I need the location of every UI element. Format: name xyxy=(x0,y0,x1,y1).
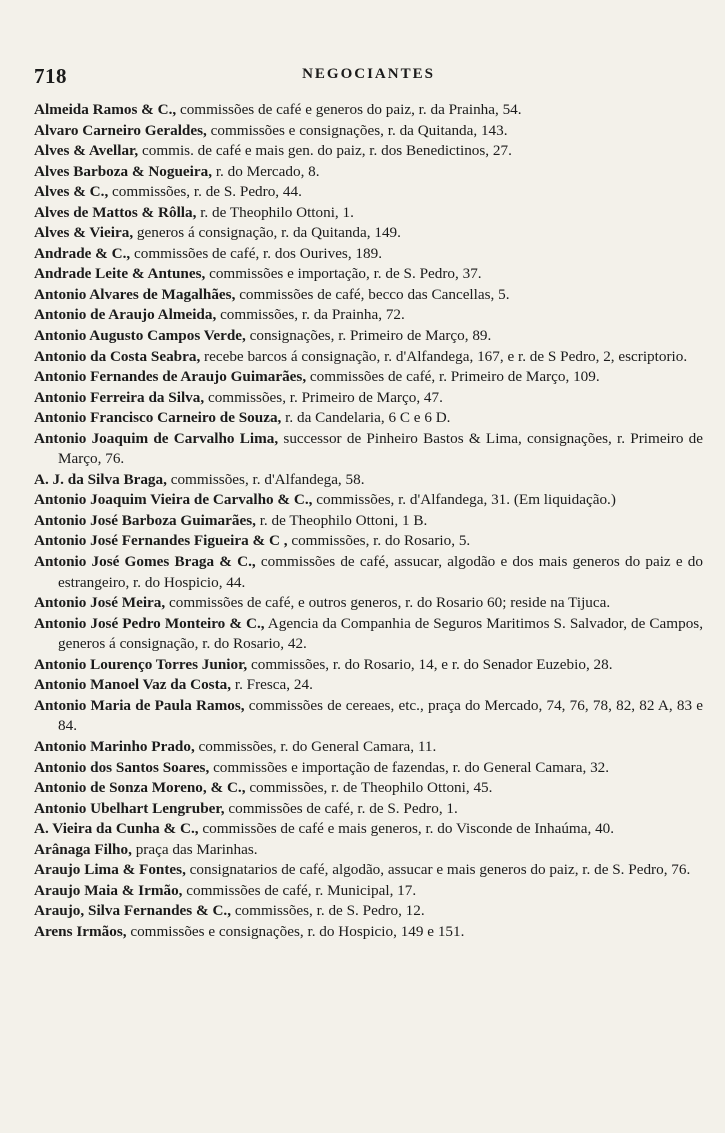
merchant-details: commissões de café, r. de S. Pedro, 1. xyxy=(224,799,458,817)
merchant-details: generos á consignação, r. da Quitanda, 149. xyxy=(133,224,401,242)
merchant-details: commissões de café e generos do paiz, r. da Prainha, 54. xyxy=(176,101,522,118)
merchant-name: Antonio de Sonza Moreno, & C., xyxy=(34,779,246,797)
list-item xyxy=(34,901,703,922)
merchant-name: Antonio Ferreira da Silva, xyxy=(34,388,205,406)
merchant-details: consignações, r. Primeiro de Março, 89. xyxy=(245,327,492,345)
merchant-name: Almeida Ramos & C., xyxy=(34,101,177,118)
merchant-name: Alves de Mattos & Rôlla, xyxy=(34,203,197,221)
merchant-name: Antonio de Araujo Almeida, xyxy=(34,306,217,324)
merchant-details: commis. de café e mais gen. do paiz, r. dos Benedictinos, 27. xyxy=(138,142,512,160)
merchant-name: Antonio Francisco Carneiro de Souza, xyxy=(34,409,282,427)
merchant-details: commissões de café, r. Municipal, 17. xyxy=(182,881,417,899)
list-item xyxy=(34,758,703,779)
list-item xyxy=(34,614,703,655)
merchant-name: Antonio José Pedro Monteiro & C., xyxy=(34,614,265,632)
merchant-details: commissões e consignações, r. do Hospicio, 149 e 151. xyxy=(126,922,465,940)
merchant-name: Antonio Joaquim de Carvalho Lima, xyxy=(34,429,279,447)
list-item xyxy=(34,162,703,183)
merchant-name: A. J. da Silva Braga, xyxy=(34,470,167,488)
merchant-name: Antonio Lourenço Torres Junior, xyxy=(34,655,248,673)
merchant-details: recebe barcos á consignação, r. d'Alfandega, 167, e r. de S Pedro, 2, escriptorio. xyxy=(200,347,688,365)
merchant-details: commissões, r. d'Alfandega, 31. (Em liquidação.) xyxy=(312,491,616,509)
list-item xyxy=(34,552,703,593)
list-item xyxy=(34,141,703,162)
list-item xyxy=(34,655,703,676)
merchant-name: Antonio Alvares de Magalhães, xyxy=(34,285,236,303)
page-header xyxy=(34,0,703,100)
list-item xyxy=(34,922,703,943)
merchant-details: commissões de café, r. Primeiro de Março, 109. xyxy=(306,368,600,386)
list-item xyxy=(34,737,703,758)
merchant-name: Araujo, Silva Fernandes & C., xyxy=(34,902,232,920)
merchant-name: Arens Irmãos, xyxy=(34,922,127,940)
merchant-name: Andrade Leite & Antunes, xyxy=(34,265,206,283)
merchant-name: Antonio Joaquim Vieira de Carvalho & C., xyxy=(34,491,313,509)
merchant-name: Andrade & C., xyxy=(34,244,131,262)
merchant-details: r. da Candelaria, 6 C e 6 D. xyxy=(281,409,451,427)
list-item xyxy=(34,470,703,491)
merchant-details: commissões de café, assucar, algodão e dos mais generos do paiz e do estrangeiro, r. do Hospicio, 44. xyxy=(58,553,703,591)
list-item xyxy=(34,511,703,532)
list-item xyxy=(34,347,703,368)
merchant-name: Arânaga Filho, xyxy=(34,840,132,858)
merchant-details: commissões de café, r. dos Ourives, 189. xyxy=(130,244,383,262)
merchant-details: commissões, r. de S. Pedro, 44. xyxy=(108,183,302,201)
merchant-details: commissões de café, becco das Cancellas, 5. xyxy=(235,285,510,303)
merchant-name: Antonio Maria de Paula Ramos, xyxy=(34,696,245,714)
list-item xyxy=(34,285,703,306)
merchant-details: commissões, r. d'Alfandega, 58. xyxy=(166,470,365,488)
merchant-details: commissões, r. da Prainha, 72. xyxy=(216,306,405,324)
merchant-name: Antonio Fernandes de Araujo Guimarães, xyxy=(34,368,307,386)
merchant-name: Alves & C., xyxy=(34,183,109,201)
list-item xyxy=(34,819,703,840)
merchant-name: Antonio José Fernandes Figueira & C , xyxy=(34,532,288,550)
list-item xyxy=(34,408,703,429)
merchant-name: Antonio da Costa Seabra, xyxy=(34,347,201,365)
list-item xyxy=(34,429,703,470)
merchant-name: Alves & Avellar, xyxy=(34,142,139,160)
list-item xyxy=(34,305,703,326)
merchant-details: commissões, r. do General Camara, 11. xyxy=(194,737,437,755)
list-item xyxy=(34,593,703,614)
running-title: NEGOCIANTES xyxy=(302,66,435,82)
merchant-details: commissões de café, e outros generos, r. do Rosario 60; reside na Tijuca. xyxy=(165,594,611,612)
merchant-details: commissões, r. de Theophilo Ottoni, 45. xyxy=(245,779,493,797)
merchant-details: commissões, r. de S. Pedro, 12. xyxy=(231,902,425,920)
page-number: 718 xyxy=(34,64,67,88)
list-item xyxy=(34,490,703,511)
merchant-details: r. de Theophilo Ottoni, 1. xyxy=(196,203,354,221)
merchant-details: praça das Marinhas. xyxy=(131,840,258,858)
merchant-details: r. de Theophilo Ottoni, 1 B. xyxy=(255,511,428,529)
merchant-details: commissões, r. do Rosario, 5. xyxy=(287,532,471,550)
merchant-details: commissões de cereaes, etc., praça do Mercado, 74, 76, 78, 82, 82 A, 83 e 84. xyxy=(58,696,704,735)
list-item xyxy=(34,100,703,121)
merchant-details: commissões e consignações, r. da Quitanda, 143. xyxy=(206,121,508,139)
list-item xyxy=(34,696,703,737)
merchant-name: Antonio Augusto Campos Verde, xyxy=(34,327,246,345)
merchant-name: A. Vieira da Cunha & C., xyxy=(34,820,199,838)
merchant-details: r. do Mercado, 8. xyxy=(212,162,320,180)
merchant-details: commissões e importação, r. de S. Pedro, 37. xyxy=(205,265,482,283)
list-item xyxy=(34,881,703,902)
merchant-name: Alvaro Carneiro Geraldes, xyxy=(34,121,207,139)
merchant-name: Antonio Manoel Vaz da Costa, xyxy=(34,676,232,694)
list-item xyxy=(34,121,703,142)
list-item xyxy=(34,223,703,244)
merchant-details: commissões de café e mais generos, r. do Visconde de Inhaúma, 40. xyxy=(198,820,615,838)
merchant-name: Antonio Marinho Prado, xyxy=(34,737,195,755)
merchant-details: commissões e importação de fazendas, r. do General Camara, 32. xyxy=(209,758,610,776)
merchant-details: commissões, r. do Rosario, 14, e r. do Senador Euzebio, 28. xyxy=(247,655,613,673)
list-item xyxy=(34,367,703,388)
merchant-name: Antonio José Barboza Guimarães, xyxy=(34,511,256,529)
merchant-name: Araujo Lima & Fontes, xyxy=(34,861,186,879)
list-item xyxy=(34,778,703,799)
list-item xyxy=(34,388,703,409)
merchant-name: Alves & Vieira, xyxy=(34,224,134,242)
merchant-details: consignatarios de café, algodão, assucar e mais generos do paiz, r. de S. Pedro, 76. xyxy=(185,861,691,879)
merchant-name: Antonio Ubelhart Lengruber, xyxy=(34,799,225,817)
merchant-list xyxy=(34,100,703,942)
merchant-name: Antonio José Gomes Braga & C., xyxy=(34,553,256,571)
merchant-name: Antonio José Meira, xyxy=(34,594,166,612)
list-item xyxy=(34,531,703,552)
merchant-details: commissões, r. Primeiro de Março, 47. xyxy=(204,388,443,406)
list-item xyxy=(34,675,703,696)
list-item xyxy=(34,244,703,265)
merchant-details: successor de Pinheiro Bastos & Lima, consignações, r. Primeiro de Março, 76. xyxy=(58,429,704,468)
list-item xyxy=(34,860,703,881)
list-item xyxy=(34,799,703,820)
list-item xyxy=(34,182,703,203)
list-item xyxy=(34,326,703,347)
list-item xyxy=(34,203,703,224)
list-item xyxy=(34,840,703,861)
merchant-name: Alves Barboza & Nogueira, xyxy=(34,162,213,180)
merchant-details: r. Fresca, 24. xyxy=(231,676,313,694)
merchant-name: Antonio dos Santos Soares, xyxy=(34,758,210,776)
merchant-details: Agencia da Companhia de Seguros Maritimos S. Salvador, de Campos, generos á consignação, r. do Rosario, 42. xyxy=(58,614,704,653)
merchant-name: Araujo Maia & Irmão, xyxy=(34,881,183,899)
list-item xyxy=(34,264,703,285)
